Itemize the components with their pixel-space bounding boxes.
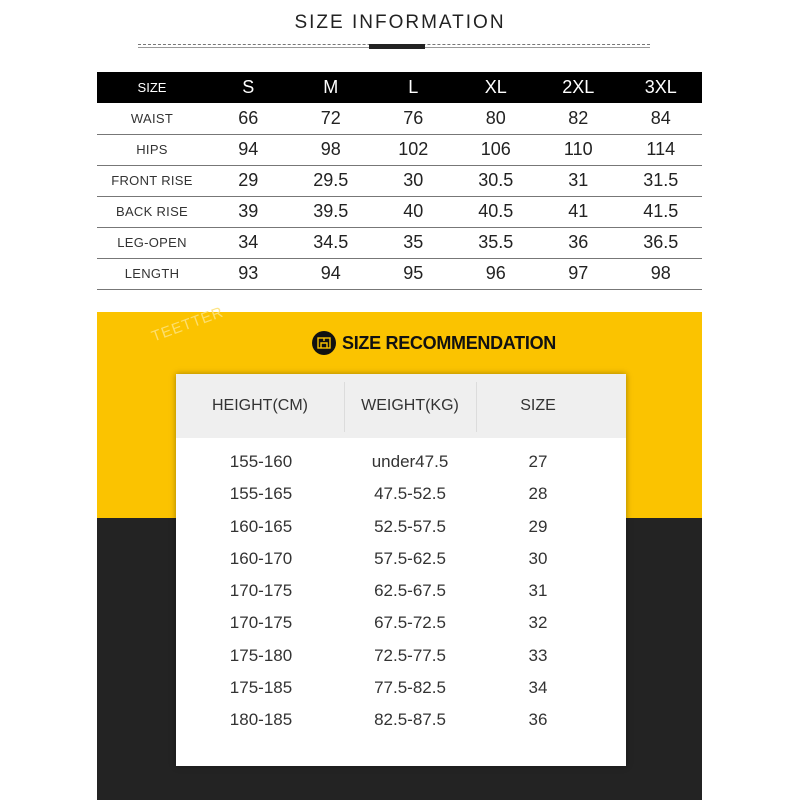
table-row [176, 609, 626, 641]
size-column-header: SIZE [137, 80, 167, 95]
table-cell: 35 [403, 232, 424, 252]
table-cell: 34.5 [313, 232, 349, 252]
table-cell: 34 [238, 232, 259, 252]
table-cell: 36.5 [643, 232, 679, 252]
height-cell: 175-185 [229, 678, 293, 698]
table-row [176, 674, 626, 706]
table-cell: 95 [403, 263, 424, 283]
table-cell: 31.5 [643, 170, 679, 190]
table-row [97, 227, 702, 258]
table-cell: 40 [403, 201, 424, 221]
table-cell: 72 [320, 107, 341, 128]
table-row [176, 513, 626, 545]
table-cell: 106 [480, 139, 511, 159]
hanger-icon [312, 331, 336, 355]
title-divider-accent [369, 44, 425, 49]
table-cell: 96 [485, 263, 506, 283]
size-cell: 34 [528, 678, 548, 698]
table-cell: 29.5 [313, 170, 349, 190]
table-cell: 39.5 [313, 201, 349, 221]
table-cell: 41.5 [643, 201, 679, 221]
size-cell: 32 [528, 613, 548, 633]
table-cell: 84 [650, 107, 671, 128]
table-cell: 110 [563, 139, 593, 159]
height-cell: 175-180 [229, 645, 293, 665]
recommendation-heading [312, 328, 556, 358]
row-label: HIPS [136, 142, 168, 157]
size-cell: 33 [528, 645, 548, 665]
size-cell: 27 [528, 452, 548, 471]
height-cell: 155-165 [229, 484, 293, 504]
table-cell: 36 [568, 232, 589, 252]
height-cell: 170-175 [229, 613, 293, 633]
height-cell: 170-175 [229, 581, 293, 601]
height-cell: 160-165 [229, 516, 293, 536]
row-label: BACK RISE [115, 204, 189, 219]
size-cell: 28 [528, 484, 548, 504]
table-row [176, 706, 626, 738]
size-column-header: L [408, 77, 419, 97]
table-cell: 80 [485, 107, 506, 128]
table-cell: 41 [568, 201, 589, 221]
size-column-header: 3XL [644, 77, 677, 97]
row-label: WAIST [130, 110, 174, 126]
size-cell: 30 [528, 548, 548, 568]
table-cell: 30 [403, 170, 424, 190]
table-cell: 66 [238, 107, 259, 128]
table-cell: 94 [320, 263, 341, 283]
recommendation-title: SIZE RECOMMENDATION [342, 332, 556, 353]
weight-column-header: WEIGHT(KG) [361, 397, 459, 414]
size-column-header: M [323, 77, 339, 97]
row-label: LEG-OPEN [117, 235, 187, 250]
page-title: SIZE INFORMATION [294, 12, 506, 33]
size-information-table [97, 72, 702, 290]
row-label: LENGTH [124, 266, 180, 281]
table-cell: 31 [568, 170, 589, 190]
table-cell: 30.5 [478, 170, 514, 190]
brand-watermark: TEETTER [149, 303, 226, 346]
weight-cell: 52.5-57.5 [374, 516, 446, 536]
size-table-header-row [97, 72, 702, 103]
row-label: FRONT RISE [111, 173, 193, 188]
table-cell: 98 [320, 139, 341, 159]
recommendation-header-row [176, 374, 626, 438]
weight-cell: 67.5-72.5 [374, 613, 446, 633]
table-row [97, 196, 702, 227]
weight-cell: under47.5 [371, 452, 449, 471]
size-column-header: SIZE [520, 397, 556, 414]
height-column-header: HEIGHT(CM) [212, 397, 308, 414]
size-column-header: 2XL [562, 77, 595, 97]
table-cell: 82 [568, 107, 589, 128]
table-row [97, 134, 702, 165]
table-cell: 40.5 [478, 201, 514, 221]
table-row [176, 480, 626, 512]
size-cell: 29 [528, 516, 548, 536]
recommendation-card [176, 374, 626, 766]
table-row [176, 545, 626, 577]
weight-cell: 62.5-67.5 [374, 581, 446, 601]
table-row [176, 642, 626, 674]
table-row [176, 577, 626, 609]
table-cell: 93 [238, 263, 259, 283]
table-row [97, 165, 702, 196]
size-column-header: S [242, 77, 255, 97]
size-cell: 36 [528, 710, 548, 730]
table-cell: 76 [403, 107, 424, 128]
table-cell: 94 [238, 139, 259, 159]
table-cell: 114 [646, 139, 676, 159]
height-cell: 160-170 [229, 548, 293, 568]
table-cell: 102 [398, 139, 429, 159]
table-row [176, 448, 626, 480]
table-row [97, 103, 702, 134]
size-column-header: XL [484, 77, 507, 97]
height-cell: 180-185 [229, 710, 293, 730]
recommendation-rows [176, 448, 626, 739]
table-cell: 39 [238, 201, 259, 221]
weight-cell: 77.5-82.5 [374, 678, 446, 698]
weight-cell: 47.5-52.5 [374, 484, 446, 504]
size-cell: 31 [528, 581, 548, 601]
weight-cell: 57.5-62.5 [374, 548, 446, 568]
weight-cell: 72.5-77.5 [374, 645, 446, 665]
table-cell: 29 [238, 170, 259, 190]
table-cell: 98 [650, 263, 671, 283]
table-row [97, 258, 702, 289]
height-cell: 155-160 [229, 452, 293, 471]
table-cell: 35.5 [478, 232, 514, 252]
table-cell: 97 [568, 263, 589, 283]
weight-cell: 82.5-87.5 [374, 710, 446, 730]
